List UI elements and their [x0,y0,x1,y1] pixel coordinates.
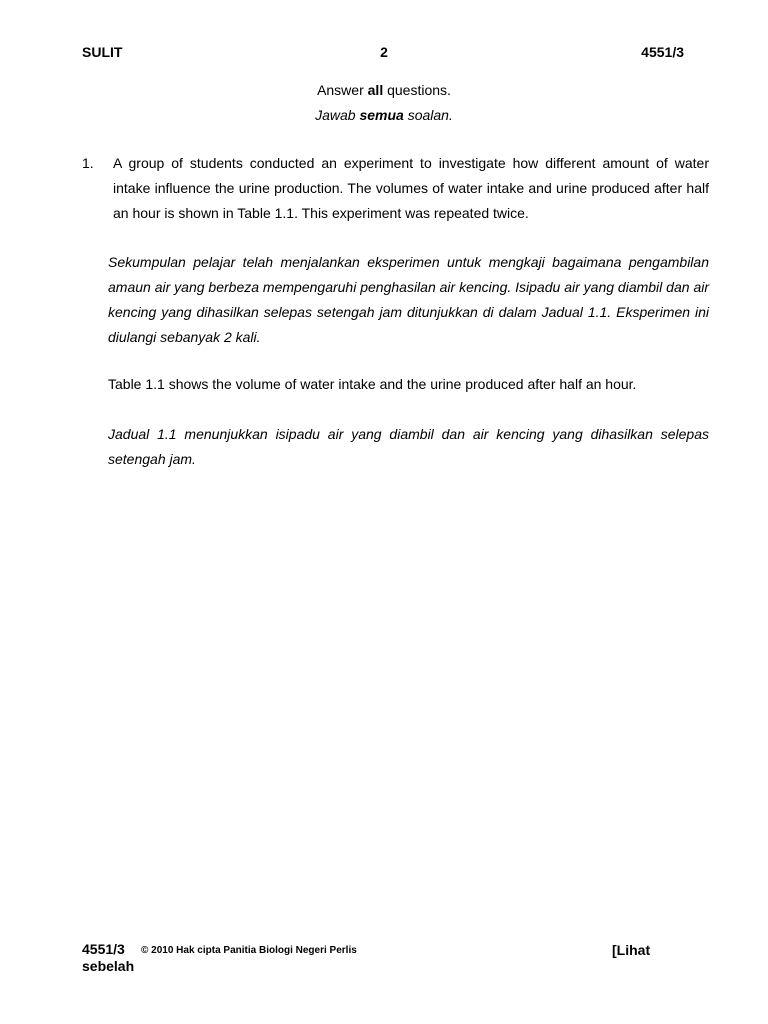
table-description-english: Table 1.1 shows the volume of water intake and the urine produced after half an hour. [108,376,637,392]
instruction-english [0,82,768,98]
instruction-ms-bold: semua [359,107,404,123]
instruction-ms-prefix: Jawab [315,107,360,123]
footer-copyright: © 2010 Hak cipta Panitia Biologi Negeri Perlis [141,945,357,956]
instruction-ms-suffix: soalan. [403,107,453,123]
question-text-english: A group of students conducted an experiment to investigate how different amount of water intake influence the urine production. The volumes of water intake and urine produced after half an hour is shown in Table 1.1. This experiment was repeated twice. [113,155,709,221]
paper-code: 4551/3 [641,44,684,60]
instruction-en-prefix: Answer [317,82,368,98]
question-number: 1. [82,155,94,171]
footer-paper-code: 4551/3 [82,941,125,957]
instruction-en-bold: all [367,82,384,98]
instruction-malay [0,107,768,123]
instruction-en-suffix: questions. [383,82,451,98]
footer-turn-over-label: [Lihat [612,942,651,958]
header-confidential-label: SULIT [82,44,123,60]
footer-turn-over-continuation: sebelah [82,958,135,974]
page-number: 2 [380,44,388,60]
table-description-malay: Jadual 1.1 menunjukkan isipadu air yang diambil dan air kencing yang dihasilkan selepas setengah jam. [108,426,709,467]
question-text-malay: Sekumpulan pelajar telah menjalankan eksperimen untuk mengkaji bagaimana pengambilan amaun air yang berbeza mempengaruhi penghasilan air kencing. Isipadu air yang diambil dan air kencing yang dihasilkan selepas setengah jam ditunjukkan di dalam Jadual 1.1. Eksperimen ini diulangi sebanyak 2 kali. [108,254,709,345]
